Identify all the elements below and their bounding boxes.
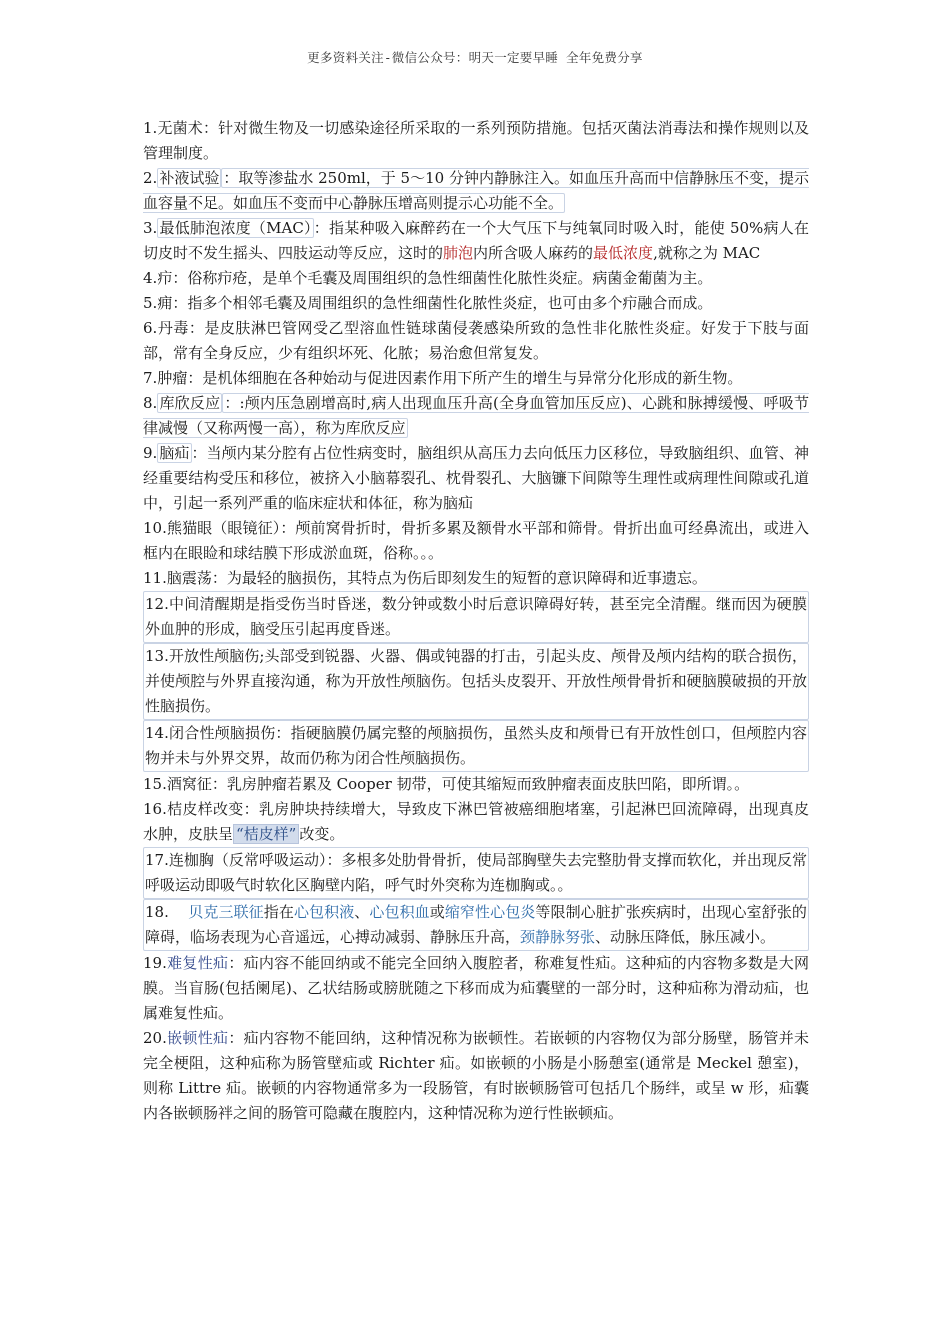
entry-term: 疖 [157,269,173,287]
highlight-orange-peel: “桔皮样” [233,824,299,844]
entry-number: 18. [145,903,169,921]
entry-term: 库欣反应 [159,394,221,412]
entry-10 [143,516,809,566]
entry-text: 指在 [263,903,294,921]
document-body [143,116,809,1126]
entry-number: 15. [143,775,167,793]
entry-number: 11. [143,569,167,587]
entry-term: 闭合性颅脑损伤 [168,724,276,742]
entry-text: ：针对微生物及一切感染途径所采取的一系列预防措施。包括灭菌法消毒法和操作规则以及管理制度。 [143,119,809,162]
entry-2 [143,166,809,216]
entry-term: 痈 [157,294,173,312]
entry-text: 改变。 [299,825,345,843]
entry-number: 17. [145,851,169,869]
entry-4 [143,266,809,291]
entry-text: 中间清醒期是指受伤当时昏迷，数分钟或数小时后意识障碍好转，甚至完全清醒。继而因为硬膜外血肿的形成，脑受压引起再度昏迷。 [145,595,807,638]
entry-text: 或 [429,903,445,921]
entry-term: 肿瘤 [157,369,188,387]
entry-term: 贝克三联征 [188,903,264,921]
entry-text: 等限制心脏扩张疾病时，出现心室舒张的障碍，临场表现为心音遥远，心搏动减弱、静脉压升高， [145,903,807,946]
entry-text: ：颅前窝骨折时，骨折多累及额骨水平部和筛骨。骨折出血可经鼻流出，或进入框内在眼睑和球结膜下形成淤血斑，俗称。。。 [143,519,809,562]
entry-text: ：为最轻的脑损伤，其特点为伤后即刻发生的短暂的意识障碍和近事遗忘。 [211,569,707,587]
entry-term: 丹毒 [157,319,189,337]
entry-text: ：:颅内压急剧增高时,病人出现血压升高(全身血管加压反应)、心跳和脉搏缓慢、呼吸节律减慢（又称两慢一高），称为库欣反应 [143,394,809,437]
entry-text: ：多根多处肋骨骨折，使局部胸壁失去完整肋骨支撑而软化，并出现反常呼吸运动即吸气时软化区胸壁内陷，呼气时外突称为连枷胸或。。 [145,851,807,894]
entry-text: 、动脉压降低，脉压减小。 [595,928,776,946]
entry-16 [143,797,809,847]
entry-text: ：疝内容物不能回纳，这种情况称为嵌顿性。若嵌顿的内容物仅为部分肠壁，肠管并未完全梗阻，这种疝称为肠管壁疝或 Richter 疝。如嵌顿的小肠是小肠憩室(通常是 Meckel 憩室)，则称 Littre 疝。嵌顿的内容物通常多为一段肠管，有时嵌顿肠管可包括几个肠绊，或呈 w 形，疝囊内各嵌顿肠袢之间的肠管可隐藏在腹腔内，这种情况称为逆行性嵌顿疝。 [143,1029,809,1122]
entry-7 [143,366,809,391]
entry-number: 4. [143,269,158,287]
entry-text: ：疝内容不能回纳或不能完全回纳入腹腔者，称难复性疝。这种疝的内容物多数是大网膜。当盲肠(包括阑尾)、乙状结肠或膀胱随之下移而成为疝囊壁的一部分时，这种疝称为滑动疝，也属难复性疝。 [143,954,809,1022]
link-pericardial-effusion: 心包积液 [293,903,355,921]
entry-number: 20. [143,1029,167,1047]
entry-text: ：是皮肤淋巴管网受乙型溶血性链球菌侵袭感染所致的急性非化脓性炎症。好发于下肢与面部，常有全身反应，少有组织坏死、化脓；易治愈但常复发。 [143,319,809,362]
entry-number: 9. [143,444,158,462]
entry-number: 12. [145,595,169,613]
entry-text: ：指某种吸入麻醉药在一个大气压下与纯氧同时吸入时，能使 50%病人在切皮时不发生摇头、四肢运动等反应，这时的 [143,219,809,262]
entry-text: ：取等渗盐水 250ml，于 5～10 分钟内静脉注入。如血压升高而中信静脉压不变，提示血容量不足。如血压不变而中心静脉压增高则提示心功能不全。 [143,169,809,212]
entry-term: 嵌顿性疝 [166,1029,229,1047]
link-jugular-distension: 颈静脉努张 [520,928,596,946]
entry-text: ：是机体细胞在各种始动与促进因素作用下所产生的增生与异常分化形成的新生物。 [187,369,743,387]
entry-text: ：当颅内某分腔有占位性病变时，脑组织从高压力去向低压力区移位，导致脑组织、血管、神经重要结构受压和移位，被挤入小脑幕裂孔、枕骨裂孔、大脑镰下间隙等生理性或病理性间隙或孔道中，引起一系列严重的临床症状和体征，称为脑疝 [143,444,809,512]
entry-text: ：俗称疖疮，是单个毛囊及周围组织的急性细菌性化脓性炎症。病菌金葡菌为主。 [172,269,713,287]
entry-text: ,就称之为 MAC [653,244,761,262]
page-header: 更多资料关注-微信公众号：明天一定要早睡 全年免费分享 [307,50,643,65]
entry-text: ;头部受到锐器、火器、偶或钝器的打击，引起头皮、颅骨及颅内结构的联合损伤，并使颅腔与外界直接沟通，称为开放性颅脑伤。包括头皮裂开、开放性颅骨骨折和硬脑膜破损的开放性脑损伤。 [145,647,807,715]
entry-5 [143,291,809,316]
entry-15 [143,772,809,797]
entry-term: 熊猫眼（眼镜征） [166,519,281,537]
entry-term: 连枷胸（反常呼吸运动） [168,851,327,869]
entry-3 [143,216,809,266]
entry-number: 3. [143,219,158,237]
entry-18 [143,899,809,951]
entry-number: 8. [143,394,158,412]
entry-9 [143,441,809,516]
entry-number: 1. [143,119,158,137]
entry-term: 脑震荡 [166,569,212,587]
entry-20 [143,1026,809,1126]
entry-term: 难复性疝 [166,954,229,972]
entry-term: 开放性颅脑伤 [168,647,260,665]
entry-number: 14. [145,724,169,742]
entry-number: 13. [145,647,169,665]
entry-text: 、 [354,903,370,921]
entry-term: 补液试验 [159,169,220,187]
entry-17 [143,847,809,899]
entry-8 [143,391,809,441]
entry-1 [143,116,809,166]
entry-number: 2. [143,169,158,187]
entry-14 [143,720,809,772]
entry-number: 7. [143,369,158,387]
highlight-min-concentration: 最低浓度 [593,244,654,262]
entry-number: 19. [143,954,167,972]
entry-term: 脑疝 [159,444,190,462]
entry-text: 内所含吸人麻药的 [473,244,594,262]
entry-text: ：指硬脑膜仍属完整的颅脑损伤，虽然头皮和颅骨已有开放性创口，但颅腔内容物并未与外界交界，故而仍称为闭合性颅脑损伤。 [145,724,807,767]
link-constrictive-pericarditis: 缩窄性心包炎 [444,903,536,921]
link-hemopericardium: 心包积血 [369,903,430,921]
entry-number: 10. [143,519,167,537]
entry-19 [143,951,809,1026]
entry-term: 最低肺泡浓度（MAC） [159,219,312,237]
entry-13 [143,643,809,720]
entry-11 [143,566,809,591]
entry-number: 16. [143,800,167,818]
entry-term: 无菌术 [157,119,203,137]
entry-text: ：乳房肿瘤若累及 Cooper 韧带，可使其缩短而致肿瘤表面皮肤凹陷，即所谓。。 [211,775,750,793]
entry-number: 6. [143,319,158,337]
entry-term: 桔皮样改变 [166,800,244,818]
entry-number: 5. [143,294,158,312]
highlight-alveoli: 肺泡 [443,244,474,262]
entry-6 [143,316,809,366]
entry-term: 酒窝征 [166,775,212,793]
entry-12 [143,591,809,643]
entry-text: ：乳房肿块持续增大，导致皮下淋巴管被癌细胞堵塞，引起淋巴回流障碍，出现真皮水肿，皮肤呈 [143,800,809,843]
entry-text: ：指多个相邻毛囊及周围组织的急性细菌性化脓性炎症，也可由多个疖融合而成。 [172,294,713,312]
